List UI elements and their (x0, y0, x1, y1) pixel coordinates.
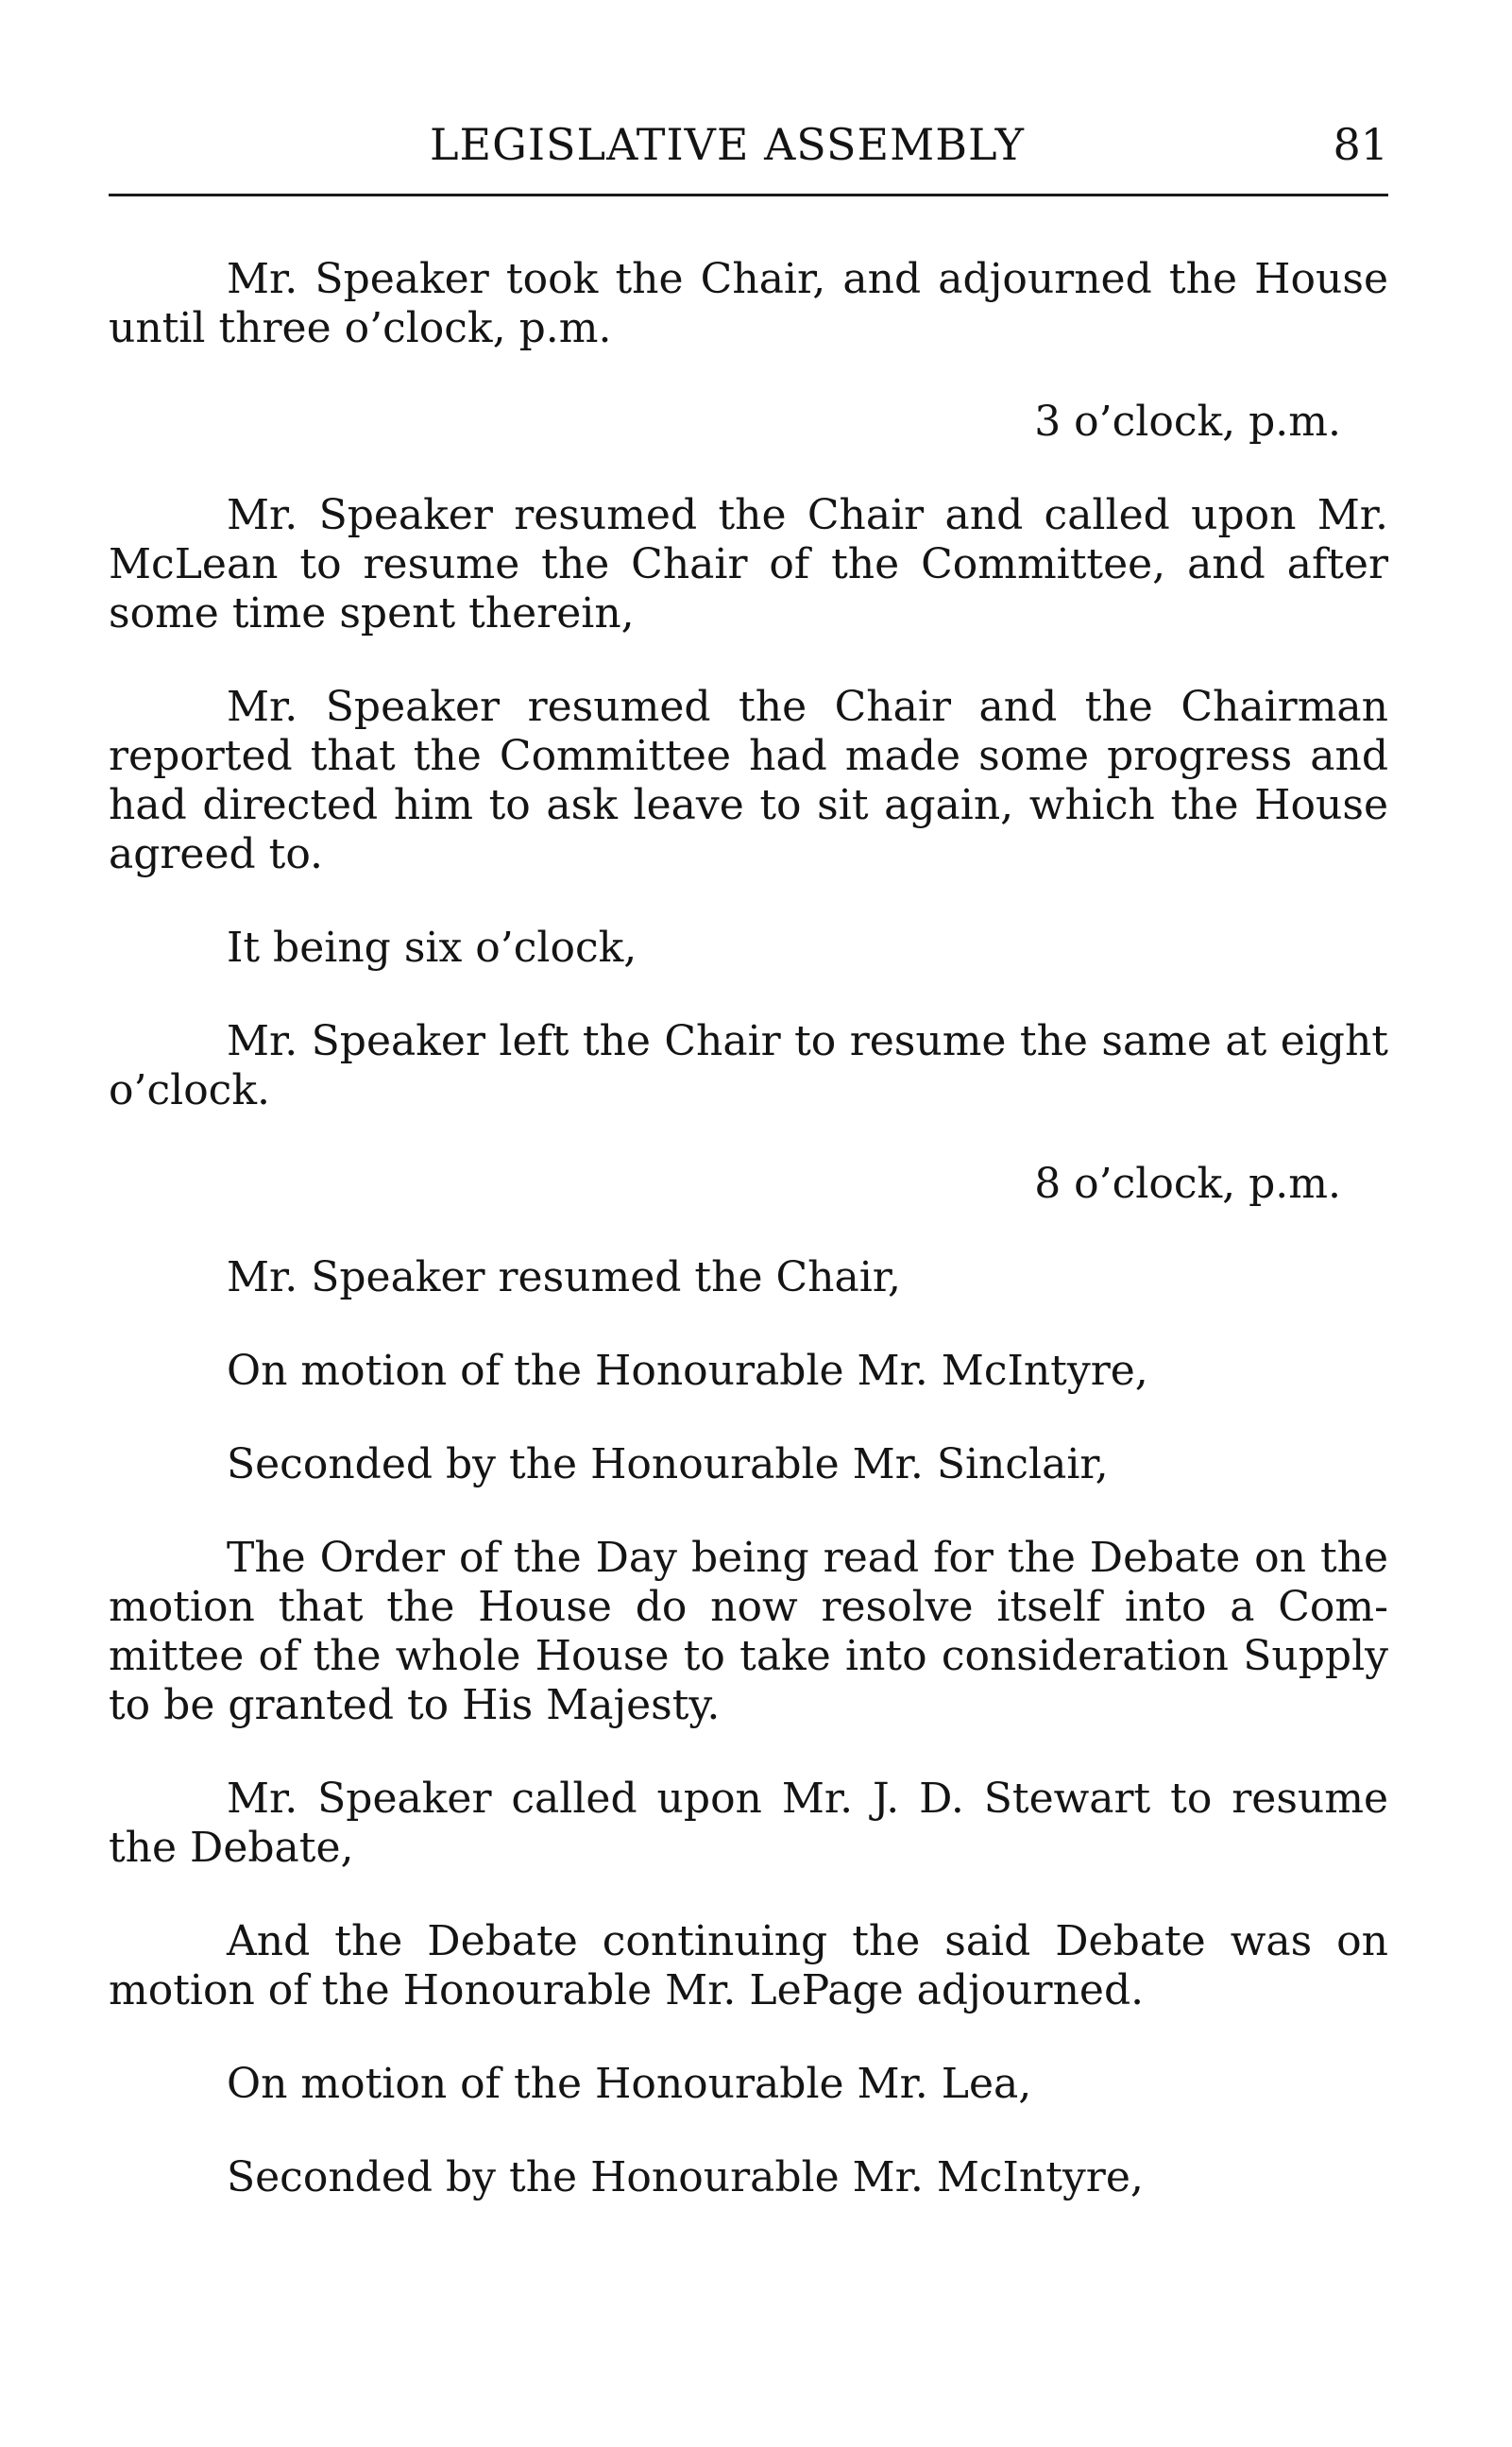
time-marker: 3 o’clock, p.m. (1034, 398, 1341, 446)
paragraph: And the Debate continuing the said Debate was on motion of the Honourable Mr. LePage adjourned. (109, 1917, 1388, 2014)
time-marker: 8 o’clock, p.m. (1034, 1160, 1341, 1208)
running-title: LEGISLATIVE ASSEMBLY (430, 119, 1025, 170)
paragraph: Seconded by the Honourable Mr. Sinclair, (227, 1440, 1109, 1488)
paragraph: The Order of the Day being read for the Debate on the motion that the House do now resolve itself into a Committee of the whole House to take into consideration Supply to be granted to His Majesty. (109, 1534, 1388, 1729)
paragraph: Mr. Speaker took the Chair, and adjourned the House until three o’clock, p.m. (109, 255, 1388, 352)
paragraph: Mr. Speaker called upon Mr. J. D. Stewart to resume the Debate, (109, 1775, 1388, 1872)
paragraph: Mr. Speaker left the Chair to resume the same at eight o’clock. (109, 1017, 1388, 1114)
paragraph: Mr. Speaker resumed the Chair and the Chairman reported that the Committee had made some progress and had directed him to ask leave to sit again, which the House agreed to. (109, 683, 1388, 878)
paragraph: Seconded by the Honourable Mr. McIntyre, (227, 2153, 1144, 2201)
paragraph: Mr. Speaker resumed the Chair, (227, 1253, 901, 1301)
paragraph: On motion of the Honourable Mr. Lea, (227, 2060, 1032, 2108)
paragraph: It being six o’clock, (227, 924, 637, 972)
paragraph: On motion of the Honourable Mr. McIntyre, (227, 1347, 1148, 1395)
body-text (109, 255, 1388, 2247)
paragraph: Mr. Speaker resumed the Chair and called upon Mr. McLean to resume the Chair of the Committee, and after some time spent therein, (109, 491, 1388, 637)
page-header (109, 111, 1388, 178)
page-number: 81 (1333, 119, 1388, 170)
header-rule (109, 194, 1388, 196)
